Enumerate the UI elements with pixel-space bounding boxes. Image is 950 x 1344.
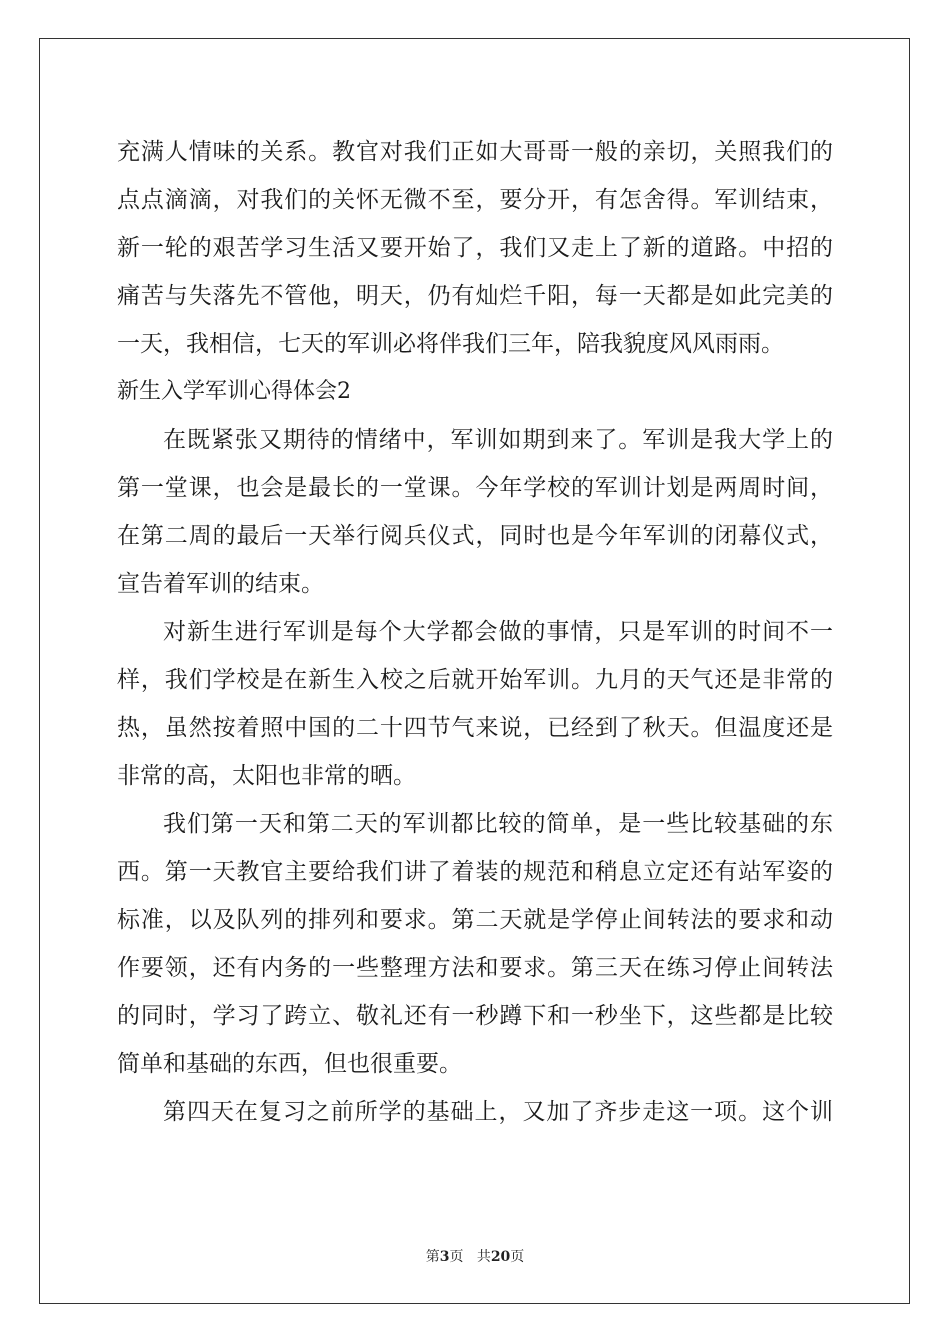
- text-line: 对新生进行军训是每个大学都会做的事情，只是军训的时间不一: [163, 619, 833, 645]
- text-line: 第四天在复习之前所学的基础上，又加了齐步走这一项。这个训: [163, 1099, 833, 1125]
- text-line: 宣告着军训的结束。: [117, 571, 324, 597]
- total-label-prefix: 共: [476, 1249, 491, 1265]
- text-line: 西。第一天教官主要给我们讲了着装的规范和稍息立定还有站军姿的: [117, 859, 833, 885]
- page-footer: [0, 1246, 950, 1266]
- text-line: 点点滴滴，对我们的关怀无微不至，要分开，有怎舍得。军训结束，: [117, 187, 833, 213]
- text-line: 热，虽然按着照中国的二十四节气来说，已经到了秋天。但温度还是: [117, 715, 833, 741]
- text-line: 痛苦与失落先不管他，明天，仍有灿烂千阳，每一天都是如此完美的: [117, 283, 833, 309]
- text-line: 一天，我相信，七天的军训必将伴我们三年，陪我貌度风风雨雨。: [117, 331, 784, 357]
- text-line: 简单和基础的东西，但也很重要。: [117, 1051, 462, 1077]
- total-pages: 20: [490, 1249, 511, 1265]
- text-line: 第一堂课，也会是最长的一堂课。今年学校的军训计划是两周时间，: [117, 475, 833, 501]
- page-label-suffix: 页: [449, 1249, 464, 1265]
- text-line: 作要领，还有内务的一些整理方法和要求。第三天在练习停止间转法: [117, 955, 833, 981]
- text-line: 新一轮的艰苦学习生活又要开始了，我们又走上了新的道路。中招的: [117, 235, 833, 261]
- text-line: 非常的高，太阳也非常的晒。: [117, 763, 416, 789]
- text-line: 在第二周的最后一天举行阅兵仪式，同时也是今年军训的闭幕仪式，: [117, 523, 833, 549]
- section-heading: 新生入学军训心得体会2: [117, 379, 351, 404]
- document-body: [117, 128, 833, 1136]
- page-number: 3: [439, 1249, 450, 1265]
- text-line: 样，我们学校是在新生入校之后就开始军训。九月的天气还是非常的: [117, 667, 833, 693]
- text-line: 在既紧张又期待的情绪中，军训如期到来了。军训是我大学上的: [163, 427, 833, 453]
- total-label-suffix: 页: [510, 1249, 525, 1265]
- page-label-prefix: 第: [425, 1249, 440, 1265]
- text-line: 充满人情味的关系。教官对我们正如大哥哥一般的亲切，关照我们的: [117, 139, 833, 165]
- text-line: 标准，以及队列的排列和要求。第二天就是学停止间转法的要求和动: [117, 907, 833, 933]
- text-line: 我们第一天和第二天的军训都比较的简单，是一些比较基础的东: [163, 811, 833, 837]
- text-line: 的同时，学习了跨立、敬礼还有一秒蹲下和一秒坐下，这些都是比较: [117, 1003, 833, 1029]
